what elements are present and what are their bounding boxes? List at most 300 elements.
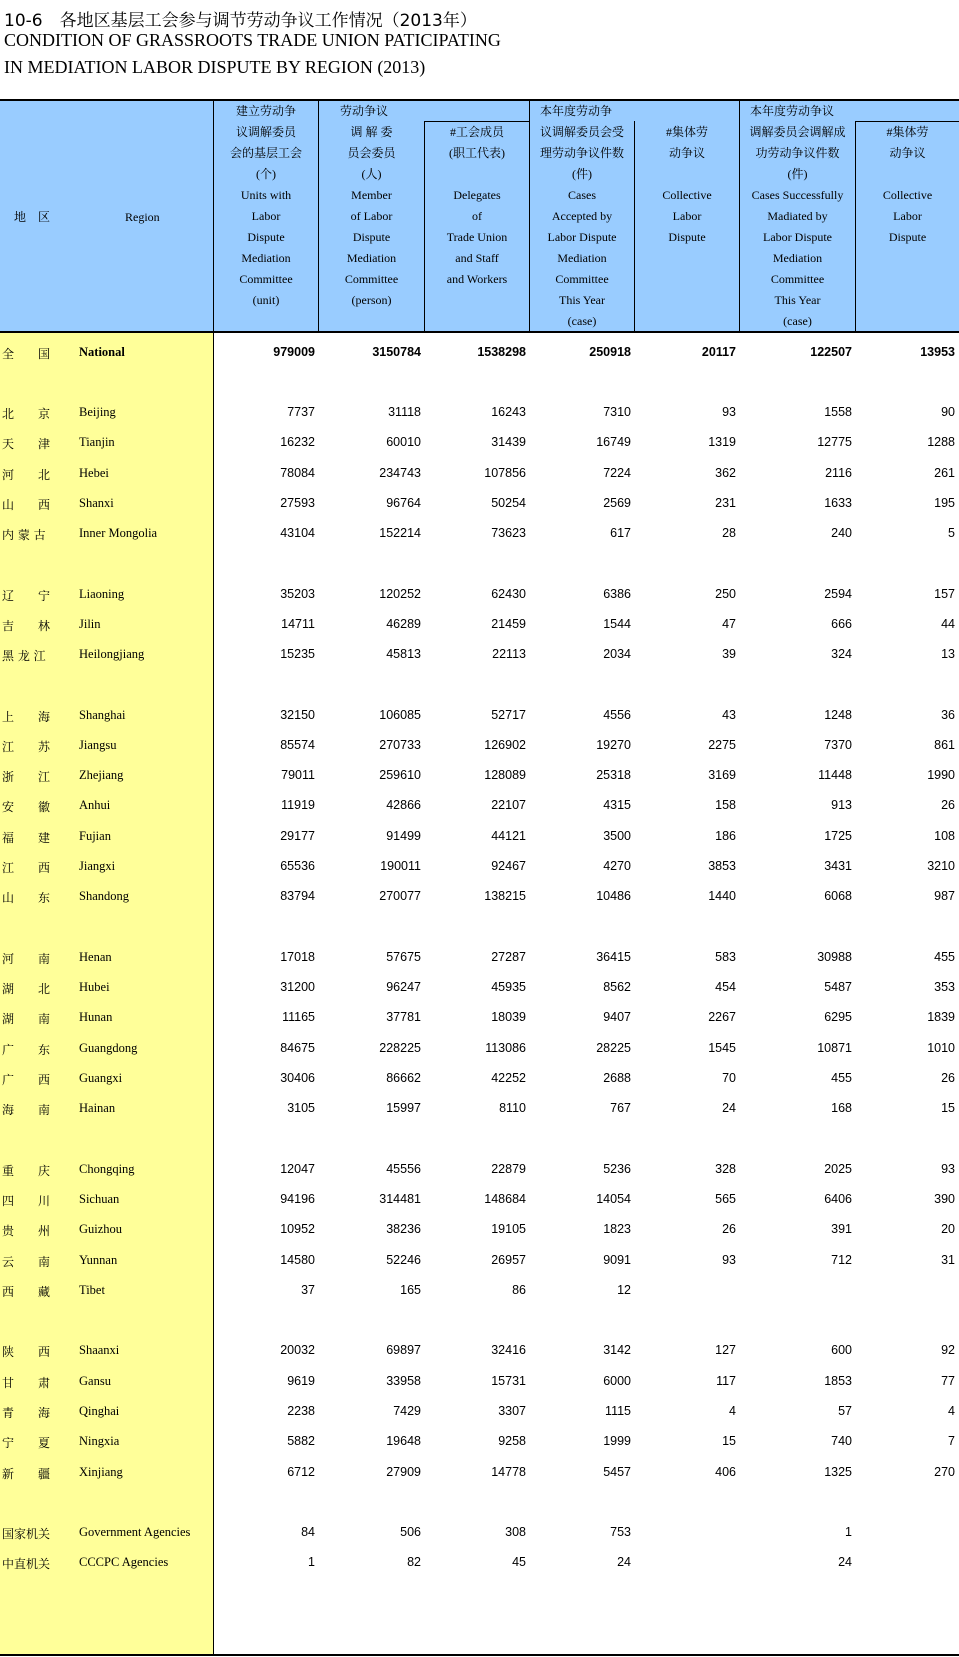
region-name-en: Sichuan bbox=[79, 1192, 120, 1206]
region-name-zh: 广 东 bbox=[2, 1043, 51, 1057]
table-row bbox=[0, 886, 959, 908]
table-row bbox=[0, 1007, 959, 1029]
value-cell: 8562 bbox=[603, 980, 631, 994]
region-name-zh: 国家机关 bbox=[2, 1527, 51, 1541]
value-cell: 96764 bbox=[386, 496, 421, 510]
value-cell: 1440 bbox=[708, 889, 736, 903]
value-cell: 4 bbox=[948, 1404, 955, 1418]
value-cell: 1990 bbox=[927, 768, 955, 782]
region-name-en: Zhejiang bbox=[79, 768, 124, 782]
table-row bbox=[0, 1401, 959, 1423]
value-cell: 9091 bbox=[603, 1253, 631, 1267]
value-cell: 31200 bbox=[280, 980, 315, 994]
value-cell: 1 bbox=[308, 1555, 315, 1569]
region-name-en: Anhui bbox=[79, 798, 111, 812]
value-cell: 4 bbox=[729, 1404, 736, 1418]
value-cell: 152214 bbox=[379, 526, 421, 540]
value-cell: 1853 bbox=[824, 1374, 852, 1388]
value-cell: 83794 bbox=[280, 889, 315, 903]
value-cell: 1325 bbox=[824, 1465, 852, 1479]
value-cell: 2569 bbox=[603, 496, 631, 510]
value-cell: 19648 bbox=[386, 1434, 421, 1448]
value-cell: 6295 bbox=[824, 1010, 852, 1024]
region-name-zh: 陕 西 bbox=[2, 1345, 51, 1359]
header-group-cases-mediated: 本年度劳动争议 bbox=[750, 104, 835, 118]
region-name-zh: 山 西 bbox=[2, 498, 51, 512]
header-col-units: 建立劳动争 议调解委员 会的基层工会 (个) Units with Labor Dispute Mediation Committee (unit) bbox=[229, 104, 302, 307]
region-name-en: Beijing bbox=[79, 405, 116, 419]
value-cell: 391 bbox=[831, 1222, 852, 1236]
value-cell: 62430 bbox=[491, 587, 526, 601]
value-cell: 11165 bbox=[282, 1010, 315, 1024]
value-cell: 28 bbox=[722, 526, 736, 540]
table-row bbox=[0, 1098, 959, 1120]
value-cell: 42866 bbox=[386, 798, 421, 812]
region-name-zh: 内 蒙 古 bbox=[2, 528, 46, 542]
region-name-zh: 浙 江 bbox=[2, 770, 51, 784]
region-name-en: Guangxi bbox=[79, 1071, 123, 1085]
value-cell: 44 bbox=[941, 617, 955, 631]
value-cell: 45813 bbox=[386, 647, 421, 661]
value-cell: 583 bbox=[715, 950, 736, 964]
region-name-en: National bbox=[79, 345, 125, 359]
value-cell: 27287 bbox=[491, 950, 526, 964]
value-cell: 86662 bbox=[386, 1071, 421, 1085]
value-cell: 5487 bbox=[824, 980, 852, 994]
value-cell: 126902 bbox=[484, 738, 526, 752]
value-cell: 157 bbox=[934, 587, 955, 601]
region-name-zh: 吉 林 bbox=[2, 619, 51, 633]
region-name-zh: 辽 宁 bbox=[2, 589, 51, 603]
value-cell: 454 bbox=[715, 980, 736, 994]
table-row bbox=[0, 1038, 959, 1060]
region-name-zh: 青 海 bbox=[2, 1406, 51, 1420]
value-cell: 46289 bbox=[386, 617, 421, 631]
value-cell: 15731 bbox=[491, 1374, 526, 1388]
value-cell: 270733 bbox=[379, 738, 421, 752]
value-cell: 128089 bbox=[484, 768, 526, 782]
value-cell: 31 bbox=[941, 1253, 955, 1267]
table-title-zh: 10-6 各地区基层工会参与调节劳动争议工作情况（2013年） bbox=[4, 11, 477, 31]
value-cell: 1538298 bbox=[477, 345, 526, 359]
value-cell: 6386 bbox=[603, 587, 631, 601]
value-cell: 35203 bbox=[280, 587, 315, 601]
value-cell: 308 bbox=[505, 1525, 526, 1539]
region-name-en: Heilongjiang bbox=[79, 647, 145, 661]
value-cell: 106085 bbox=[379, 708, 421, 722]
value-cell: 42252 bbox=[491, 1071, 526, 1085]
value-cell: 7224 bbox=[603, 466, 631, 480]
table-row bbox=[0, 1552, 959, 1574]
value-cell: 3150784 bbox=[372, 345, 421, 359]
value-cell: 107856 bbox=[484, 466, 526, 480]
value-cell: 9258 bbox=[498, 1434, 526, 1448]
header-col-cases-accepted: 议调解委员会受 理劳动争议件数 (件) Cases Accepted by Labor Dispute Mediation Committee This Year (case) bbox=[539, 125, 624, 328]
value-cell: 158 bbox=[715, 798, 736, 812]
value-cell: 15 bbox=[722, 1434, 736, 1448]
value-cell: 30988 bbox=[817, 950, 852, 964]
value-cell: 20 bbox=[941, 1222, 955, 1236]
value-cell: 2594 bbox=[824, 587, 852, 601]
value-cell: 24 bbox=[722, 1101, 736, 1115]
region-name-zh: 安 徽 bbox=[2, 800, 51, 814]
region-name-zh: 贵 州 bbox=[2, 1224, 51, 1238]
value-cell: 11448 bbox=[818, 768, 852, 782]
value-cell: 10952 bbox=[280, 1222, 315, 1236]
value-cell: 12 bbox=[617, 1283, 631, 1297]
table-row bbox=[0, 1371, 959, 1393]
table-row bbox=[0, 1219, 959, 1241]
value-cell: 7429 bbox=[393, 1404, 421, 1418]
value-cell: 31439 bbox=[491, 435, 526, 449]
value-cell: 93 bbox=[722, 405, 736, 419]
value-cell: 45935 bbox=[491, 980, 526, 994]
value-cell: 86 bbox=[512, 1283, 526, 1297]
value-cell: 52246 bbox=[386, 1253, 421, 1267]
value-cell: 767 bbox=[610, 1101, 631, 1115]
value-cell: 93 bbox=[941, 1162, 955, 1176]
region-name-zh: 全 国 bbox=[2, 347, 51, 361]
region-name-zh: 四 川 bbox=[2, 1194, 51, 1208]
header-col-members: 调 解 委 员会委员 (人) Member of Labor Dispute Mediation Committee (person) bbox=[344, 125, 399, 307]
value-cell: 270 bbox=[934, 1465, 955, 1479]
region-name-en: Guizhou bbox=[79, 1222, 123, 1236]
value-cell: 13953 bbox=[920, 345, 955, 359]
header-col-cases-mediated: 调解委员会调解成 功劳动争议件数 (件) Cases Successfully Madiated by Labor Dispute Mediation Committee This Year (case) bbox=[749, 125, 846, 328]
value-cell: 15997 bbox=[386, 1101, 421, 1115]
value-cell: 43104 bbox=[280, 526, 315, 540]
table-row bbox=[0, 463, 959, 485]
value-cell: 52717 bbox=[491, 708, 526, 722]
value-cell: 314481 bbox=[379, 1192, 421, 1206]
value-cell: 1545 bbox=[708, 1041, 736, 1055]
value-cell: 240 bbox=[831, 526, 852, 540]
region-name-zh: 中直机关 bbox=[2, 1557, 51, 1571]
value-cell: 16243 bbox=[491, 405, 526, 419]
region-name-zh: 天 津 bbox=[2, 437, 51, 451]
table-row bbox=[0, 826, 959, 848]
table-row bbox=[0, 584, 959, 606]
value-cell: 24 bbox=[838, 1555, 852, 1569]
value-cell: 168 bbox=[831, 1101, 852, 1115]
value-cell: 22879 bbox=[491, 1162, 526, 1176]
value-cell: 2025 bbox=[824, 1162, 852, 1176]
region-name-en: Tianjin bbox=[79, 435, 115, 449]
region-name-zh: 海 南 bbox=[2, 1103, 51, 1117]
region-name-en: Qinghai bbox=[79, 1404, 120, 1418]
value-cell: 25318 bbox=[596, 768, 631, 782]
table-row bbox=[0, 644, 959, 666]
value-cell: 617 bbox=[610, 526, 631, 540]
table-title-en-line2: IN MEDIATION LABOR DISPUTE BY REGION (2013) bbox=[4, 57, 426, 77]
region-name-zh: 宁 夏 bbox=[2, 1436, 51, 1450]
value-cell: 28225 bbox=[596, 1041, 631, 1055]
value-cell: 113086 bbox=[485, 1041, 526, 1055]
value-cell: 270077 bbox=[379, 889, 421, 903]
region-name-en: Shandong bbox=[79, 889, 129, 903]
value-cell: 3105 bbox=[287, 1101, 315, 1115]
value-cell: 1725 bbox=[824, 829, 852, 843]
value-cell: 14778 bbox=[491, 1465, 526, 1479]
value-cell: 94196 bbox=[280, 1192, 315, 1206]
region-name-en: Tibet bbox=[79, 1283, 105, 1297]
table-title-en-line1: CONDITION OF GRASSROOTS TRADE UNION PATICIPATING bbox=[4, 30, 501, 50]
table-row bbox=[0, 1189, 959, 1211]
value-cell: 37781 bbox=[386, 1010, 421, 1024]
value-cell: 14054 bbox=[596, 1192, 631, 1206]
value-cell: 38236 bbox=[386, 1222, 421, 1236]
table-row bbox=[0, 523, 959, 545]
value-cell: 18039 bbox=[491, 1010, 526, 1024]
region-name-zh: 河 南 bbox=[2, 952, 51, 966]
value-cell: 20032 bbox=[280, 1343, 315, 1357]
value-cell: 19105 bbox=[491, 1222, 526, 1236]
value-cell: 57 bbox=[838, 1404, 852, 1418]
region-name-zh: 新 疆 bbox=[2, 1467, 51, 1481]
table-row bbox=[0, 1250, 959, 1272]
header-col-delegates: #工会成员 (职工代表) Delegates of Trade Union and Staff and Workers bbox=[446, 125, 508, 286]
value-cell: 73623 bbox=[491, 526, 526, 540]
value-cell: 85574 bbox=[280, 738, 315, 752]
value-cell: 228225 bbox=[379, 1041, 421, 1055]
value-cell: 13 bbox=[941, 647, 955, 661]
value-cell: 362 bbox=[715, 466, 736, 480]
value-cell: 30406 bbox=[280, 1071, 315, 1085]
region-name-en: Jiangsu bbox=[79, 738, 117, 752]
value-cell: 92 bbox=[941, 1343, 955, 1357]
value-cell: 3853 bbox=[708, 859, 736, 873]
value-cell: 9619 bbox=[287, 1374, 315, 1388]
value-cell: 979009 bbox=[273, 345, 315, 359]
value-cell: 91499 bbox=[386, 829, 421, 843]
region-name-en: Xinjiang bbox=[79, 1465, 123, 1479]
value-cell: 8110 bbox=[499, 1101, 526, 1115]
region-name-zh: 西 藏 bbox=[2, 1285, 51, 1299]
region-name-zh: 黑 龙 江 bbox=[2, 649, 46, 663]
value-cell: 165 bbox=[400, 1283, 421, 1297]
value-cell: 93 bbox=[722, 1253, 736, 1267]
value-cell: 3500 bbox=[603, 829, 631, 843]
value-cell: 92467 bbox=[491, 859, 526, 873]
value-cell: 20117 bbox=[701, 345, 736, 359]
value-cell: 44121 bbox=[491, 829, 526, 843]
region-name-en: Henan bbox=[79, 950, 112, 964]
value-cell: 26 bbox=[941, 1071, 955, 1085]
region-name-zh: 甘 肃 bbox=[2, 1376, 51, 1390]
region-name-en: Shaanxi bbox=[79, 1343, 120, 1357]
region-name-en: Inner Mongolia bbox=[79, 526, 158, 540]
table-row bbox=[0, 705, 959, 727]
value-cell: 9407 bbox=[603, 1010, 631, 1024]
value-cell: 36415 bbox=[596, 950, 631, 964]
table-row bbox=[0, 493, 959, 515]
value-cell: 3431 bbox=[824, 859, 852, 873]
value-cell: 7 bbox=[948, 1434, 955, 1448]
region-name-en: Jilin bbox=[79, 617, 101, 631]
table-row bbox=[0, 432, 959, 454]
value-cell: 2116 bbox=[825, 466, 852, 480]
value-cell: 96247 bbox=[386, 980, 421, 994]
value-cell: 27593 bbox=[280, 496, 315, 510]
region-name-en: CCCPC Agencies bbox=[79, 1555, 169, 1569]
region-name-en: Liaoning bbox=[79, 587, 125, 601]
value-cell: 390 bbox=[934, 1192, 955, 1206]
header-group-cases-accepted: 本年度劳动争 bbox=[540, 104, 613, 118]
value-cell: 32416 bbox=[491, 1343, 526, 1357]
value-cell: 1115 bbox=[605, 1404, 631, 1418]
value-cell: 39 bbox=[722, 647, 736, 661]
table-row bbox=[0, 795, 959, 817]
value-cell: 353 bbox=[934, 980, 955, 994]
value-cell: 1010 bbox=[927, 1041, 955, 1055]
value-cell: 10871 bbox=[817, 1041, 852, 1055]
value-cell: 5882 bbox=[287, 1434, 315, 1448]
value-cell: 57675 bbox=[386, 950, 421, 964]
table-row bbox=[0, 1462, 959, 1484]
value-cell: 36 bbox=[941, 708, 955, 722]
region-name-zh: 河 北 bbox=[2, 468, 51, 482]
region-name-zh: 广 西 bbox=[2, 1073, 51, 1087]
table-row bbox=[0, 614, 959, 636]
value-cell: 17018 bbox=[280, 950, 315, 964]
value-cell: 32150 bbox=[280, 708, 315, 722]
value-cell: 15 bbox=[941, 1101, 955, 1115]
table-row bbox=[0, 1431, 959, 1453]
value-cell: 77 bbox=[941, 1374, 955, 1388]
table-row bbox=[0, 1068, 959, 1090]
header-group-labor-dispute: 劳动争议 bbox=[340, 104, 389, 118]
value-cell: 328 bbox=[715, 1162, 736, 1176]
value-cell: 16749 bbox=[596, 435, 631, 449]
region-name-en: Fujian bbox=[79, 829, 111, 843]
value-cell: 753 bbox=[610, 1525, 631, 1539]
value-cell: 3142 bbox=[603, 1343, 631, 1357]
header-col-collective-1: #集体劳 动争议 Collective Labor Dispute bbox=[662, 125, 712, 244]
value-cell: 3169 bbox=[708, 768, 736, 782]
value-cell: 26 bbox=[722, 1222, 736, 1236]
value-cell: 1288 bbox=[927, 435, 955, 449]
value-cell: 50254 bbox=[491, 496, 526, 510]
value-cell: 7370 bbox=[824, 738, 852, 752]
value-cell: 250 bbox=[715, 587, 736, 601]
value-cell: 4315 bbox=[603, 798, 631, 812]
value-cell: 12047 bbox=[280, 1162, 315, 1176]
value-cell: 4270 bbox=[603, 859, 631, 873]
value-cell: 7310 bbox=[603, 405, 631, 419]
value-cell: 37 bbox=[301, 1283, 315, 1297]
value-cell: 3210 bbox=[927, 859, 955, 873]
value-cell: 2267 bbox=[708, 1010, 736, 1024]
value-cell: 148684 bbox=[484, 1192, 526, 1206]
value-cell: 16232 bbox=[280, 435, 315, 449]
value-cell: 234743 bbox=[379, 466, 421, 480]
table-row bbox=[0, 977, 959, 999]
table-row bbox=[0, 402, 959, 424]
value-cell: 1633 bbox=[824, 496, 852, 510]
table-row bbox=[0, 947, 959, 969]
value-cell: 455 bbox=[934, 950, 955, 964]
value-cell: 1823 bbox=[603, 1222, 631, 1236]
value-cell: 22113 bbox=[492, 647, 526, 661]
value-cell: 31118 bbox=[388, 405, 421, 419]
table-row bbox=[0, 735, 959, 757]
table-row bbox=[0, 342, 959, 364]
value-cell: 740 bbox=[831, 1434, 852, 1448]
value-cell: 406 bbox=[715, 1465, 736, 1479]
value-cell: 117 bbox=[716, 1374, 736, 1388]
value-cell: 2238 bbox=[287, 1404, 315, 1418]
value-cell: 15235 bbox=[280, 647, 315, 661]
value-cell: 1544 bbox=[603, 617, 631, 631]
value-cell: 259610 bbox=[379, 768, 421, 782]
value-cell: 1839 bbox=[927, 1010, 955, 1024]
value-cell: 6406 bbox=[824, 1192, 852, 1206]
value-cell: 2034 bbox=[603, 647, 631, 661]
table-row bbox=[0, 856, 959, 878]
value-cell: 195 bbox=[934, 496, 955, 510]
value-cell: 1558 bbox=[824, 405, 852, 419]
value-cell: 1248 bbox=[824, 708, 852, 722]
region-name-en: Ningxia bbox=[79, 1434, 120, 1448]
value-cell: 5236 bbox=[603, 1162, 631, 1176]
region-name-en: Hainan bbox=[79, 1101, 116, 1115]
value-cell: 7737 bbox=[287, 405, 315, 419]
region-name-en: Hebei bbox=[79, 466, 109, 480]
region-name-en: Shanxi bbox=[79, 496, 114, 510]
region-name-zh: 江 苏 bbox=[2, 740, 51, 754]
region-name-zh: 福 建 bbox=[2, 831, 51, 845]
value-cell: 47 bbox=[722, 617, 736, 631]
value-cell: 506 bbox=[400, 1525, 421, 1539]
region-name-zh: 云 南 bbox=[2, 1255, 51, 1269]
value-cell: 4556 bbox=[603, 708, 631, 722]
value-cell: 127 bbox=[715, 1343, 736, 1357]
region-name-zh: 江 西 bbox=[2, 861, 51, 875]
region-name-en: Hubei bbox=[79, 980, 110, 994]
value-cell: 21459 bbox=[491, 617, 526, 631]
value-cell: 29177 bbox=[280, 829, 315, 843]
value-cell: 26 bbox=[941, 798, 955, 812]
value-cell: 79011 bbox=[281, 768, 315, 782]
value-cell: 190011 bbox=[380, 859, 421, 873]
value-cell: 5457 bbox=[603, 1465, 631, 1479]
region-name-zh: 山 东 bbox=[2, 891, 51, 905]
region-name-en: Government Agencies bbox=[79, 1525, 191, 1539]
value-cell: 6712 bbox=[287, 1465, 315, 1479]
table-row bbox=[0, 1159, 959, 1181]
value-cell: 2275 bbox=[708, 738, 736, 752]
region-name-zh: 北 京 bbox=[2, 407, 51, 421]
value-cell: 90 bbox=[941, 405, 955, 419]
table-bottom-rule bbox=[0, 1654, 959, 1656]
value-cell: 987 bbox=[934, 889, 955, 903]
value-cell: 45556 bbox=[386, 1162, 421, 1176]
value-cell: 250918 bbox=[589, 345, 631, 359]
value-cell: 231 bbox=[715, 496, 736, 510]
value-cell: 43 bbox=[722, 708, 736, 722]
value-cell: 138215 bbox=[484, 889, 526, 903]
value-cell: 455 bbox=[831, 1071, 852, 1085]
value-cell: 27909 bbox=[386, 1465, 421, 1479]
value-cell: 120252 bbox=[379, 587, 421, 601]
value-cell: 712 bbox=[831, 1253, 852, 1267]
value-cell: 261 bbox=[934, 466, 955, 480]
region-name-en: Hunan bbox=[79, 1010, 113, 1024]
value-cell: 1319 bbox=[708, 435, 736, 449]
value-cell: 108 bbox=[934, 829, 955, 843]
value-cell: 84675 bbox=[280, 1041, 315, 1055]
value-cell: 11919 bbox=[281, 798, 315, 812]
